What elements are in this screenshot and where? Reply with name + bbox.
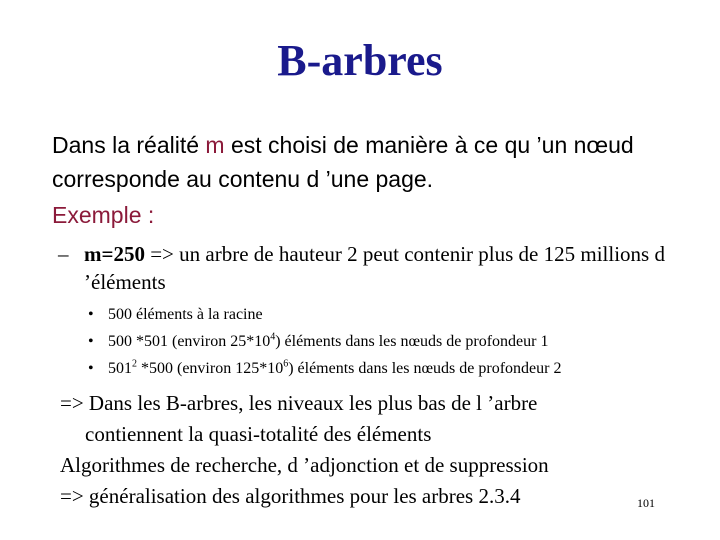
list-item	[88, 301, 708, 328]
bullet-text-3-mid: *500 (environ 125*10	[137, 360, 284, 377]
bullet-icon: •	[88, 306, 94, 323]
intro-text-start: Dans la réalité	[52, 132, 206, 158]
bullet-text-3-sup1: 2	[132, 358, 137, 370]
variable-m: m	[205, 132, 225, 158]
conclusion-paragraph	[60, 388, 700, 450]
example-item	[58, 240, 698, 296]
bullet-list	[88, 301, 708, 382]
dash-marker: –	[58, 242, 69, 266]
list-item	[88, 328, 708, 355]
example-item-text	[84, 240, 698, 296]
conclusion-line-2: contiennent la quasi-totalité des éléments	[85, 422, 432, 446]
algorithms-line: Algorithmes de recherche, d ’adjonction et de suppression	[60, 453, 549, 477]
conclusion-line-1: => Dans les B-arbres, les niveaux les plus bas de l ’arbre	[60, 391, 538, 415]
example-bold: m=250	[84, 242, 145, 266]
intro-paragraph	[52, 128, 702, 196]
bullet-text-3-sup2: 6	[283, 358, 289, 370]
intro-text-end: est choisi de manière à ce qu ’un nœud corresponde au contenu d ’une page.	[52, 132, 634, 192]
list-item	[88, 355, 708, 382]
page-number: 101	[637, 496, 655, 510]
bullet-icon: •	[88, 333, 94, 350]
bullet-icon: •	[88, 360, 94, 377]
example-rest: => un arbre de hauteur 2 peut contenir plus de 125 millions d ’éléments	[84, 242, 665, 294]
bullet-text-2-post: ) éléments dans les nœuds de profondeur 1	[275, 333, 549, 350]
bullet-text-1: 500 éléments à la racine	[108, 306, 263, 323]
slide-title: B-arbres	[277, 36, 443, 85]
bullet-text-2-sup: 4	[270, 331, 276, 343]
example-heading: Exemple :	[52, 202, 155, 228]
bullet-text-3-post: ) éléments dans les nœuds de profondeur 2	[288, 360, 562, 377]
bullet-text-2-pre: 500 *501 (environ 25*10	[108, 333, 271, 350]
generalisation-line: => généralisation des algorithmes pour les arbres 2.3.4	[60, 484, 521, 508]
bullet-text-3-pre: 501	[108, 360, 132, 377]
